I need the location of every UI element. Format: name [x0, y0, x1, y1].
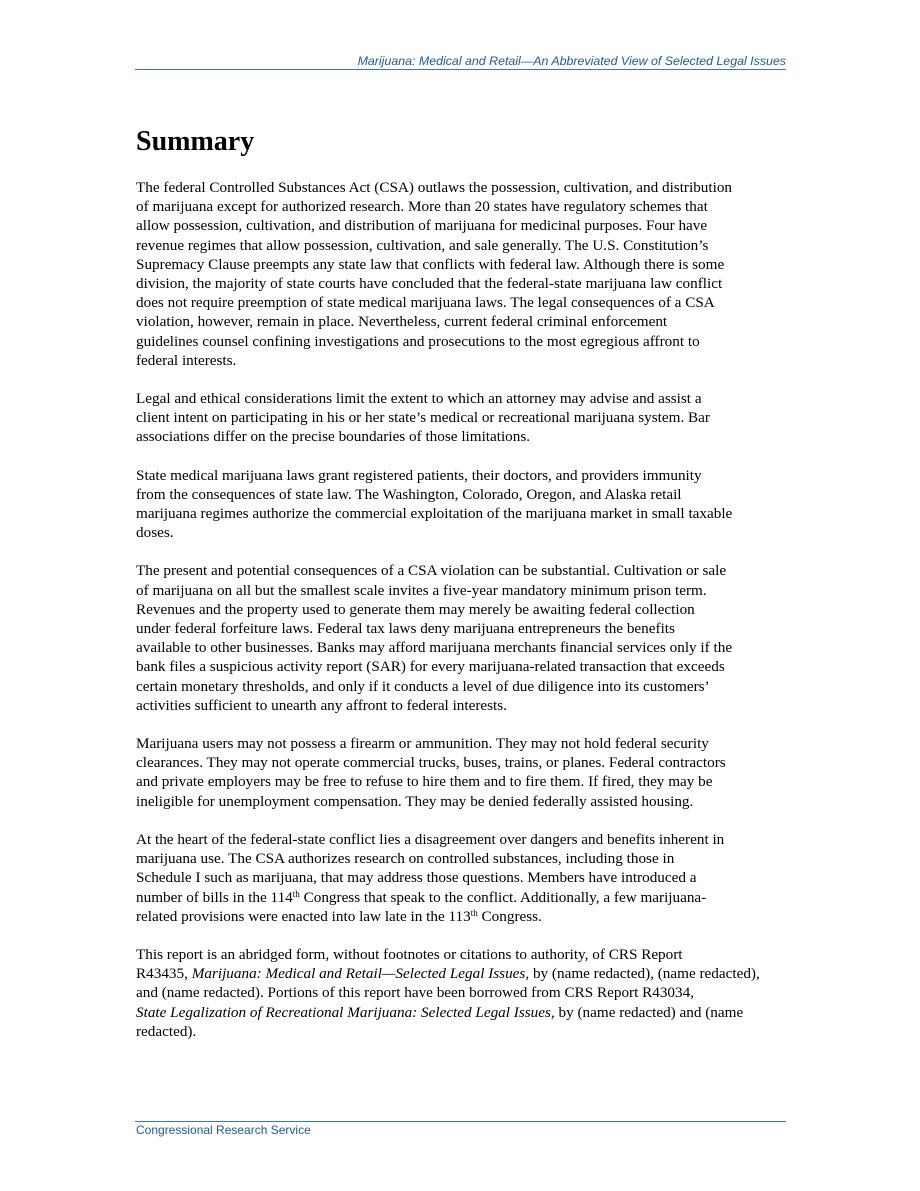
paragraph-line: marijuana regimes authorize the commercial exploitation of the marijuana market in small taxable	[136, 505, 733, 523]
paragraph-line: redacted).	[136, 1022, 197, 1040]
report-title: State Legalization of Recreational Marijuana: Selected Legal Issues	[136, 1003, 551, 1021]
paragraph-line: client intent on participating in his or her state’s medical or recreational marijuana system. Bar	[136, 409, 710, 427]
footer-rule	[135, 1121, 786, 1122]
paragraph-line: associations differ on the precise boundaries of those limitations.	[136, 428, 531, 446]
text-run: Congress.	[477, 907, 542, 925]
paragraph-line: division, the majority of state courts have concluded that the federal-state marijuana law conflict	[136, 275, 723, 293]
text-run: R43435,	[136, 965, 192, 983]
paragraph-line: under federal forfeiture laws. Federal tax laws deny marijuana entrepreneurs the benefits	[136, 620, 675, 638]
paragraph-line	[136, 964, 812, 983]
paragraph-line: Revenues and the property used to generate them may merely be awaiting federal collection	[136, 600, 695, 618]
paragraph-line	[136, 1003, 812, 1022]
text-run: related provisions were enacted into law late in the 113	[136, 907, 471, 925]
paragraph-line: marijuana use. The CSA authorizes research on controlled substances, including those in	[136, 850, 675, 868]
paragraph-line: At the heart of the federal-state conflict lies a disagreement over dangers and benefits inherent in	[136, 830, 725, 848]
paragraph-source-note	[136, 945, 812, 1041]
paragraph-line: Marijuana users may not possess a firearm or ammunition. They may not hold federal security	[136, 735, 709, 753]
ordinal-suffix: th	[292, 888, 300, 899]
footer-org: Congressional Research Service	[136, 1123, 311, 1137]
paragraph-research	[136, 830, 812, 926]
paragraph-line: does not require preemption of state medical marijuana laws. The legal consequences of a CSA	[136, 294, 715, 312]
paragraph-line: doses.	[136, 524, 174, 542]
paragraph-line: of marijuana on all but the smallest scale invites a five-year mandatory minimum prison term.	[136, 581, 707, 599]
text-run: , by (name redacted), (name redacted),	[525, 965, 760, 983]
paragraph-line: allow possession, cultivation, and distribution of marijuana for medicinal purposes. Four have	[136, 217, 708, 235]
paragraph-line: This report is an abridged form, without footnotes or citations to authority, of CRS Report	[136, 945, 683, 963]
paragraph	[136, 178, 812, 370]
paragraph-line: revenue regimes that allow possession, cultivation, and sale generally. The U.S. Constitution’s	[136, 236, 709, 254]
paragraph-line: and (name redacted). Portions of this report have been borrowed from CRS Report R43034,	[136, 984, 695, 1002]
paragraph-line: The present and potential consequences of a CSA violation can be substantial. Cultivation or sale	[136, 562, 727, 580]
summary-body	[136, 178, 812, 1060]
paragraph-line: Legal and ethical considerations limit the extent to which an attorney may advise and assist a	[136, 390, 702, 408]
paragraph	[136, 466, 812, 543]
text-run: number of bills in the 114	[136, 888, 293, 906]
paragraph-line: clearances. They may not operate commercial trucks, buses, trains, or planes. Federal contractors	[136, 754, 726, 772]
paragraph-line: available to other businesses. Banks may afford marijuana merchants financial services only if the	[136, 639, 733, 657]
report-title: Marijuana: Medical and Retail—Selected Legal Issues	[191, 965, 526, 983]
paragraph	[136, 561, 812, 715]
running-header: Marijuana: Medical and Retail—An Abbreviated View of Selected Legal Issues	[357, 54, 786, 68]
paragraph-line: and private employers may be free to refuse to hire them and to fire them. If fired, they may be	[136, 773, 713, 791]
paragraph-line: Supremacy Clause preempts any state law that conflicts with federal law. Although there is some	[136, 255, 725, 273]
paragraph-line: activities sufficient to unearth any affront to federal interests.	[136, 696, 507, 714]
paragraph-line: certain monetary thresholds, and only if it conducts a level of due diligence into its customers’	[136, 677, 710, 695]
paragraph-line: State medical marijuana laws grant registered patients, their doctors, and providers immunity	[136, 466, 702, 484]
text-run: Congress that speak to the conflict. Additionally, a few marijuana-	[299, 888, 707, 906]
paragraph-line: bank files a suspicious activity report (SAR) for every marijuana-related transaction that exceeds	[136, 658, 725, 676]
paragraph-line	[136, 907, 812, 926]
paragraph-line: violation, however, remain in place. Nevertheless, current federal criminal enforcement	[136, 313, 668, 331]
paragraph-line	[136, 888, 812, 907]
ordinal-suffix: th	[470, 907, 478, 918]
paragraph-line: federal interests.	[136, 351, 237, 369]
text-run: , by (name redacted) and (name	[550, 1003, 744, 1021]
paragraph	[136, 389, 812, 447]
paragraph-line: of marijuana except for authorized research. More than 20 states have regulatory schemes that	[136, 198, 708, 216]
paragraph-line: The federal Controlled Substances Act (CSA) outlaws the possession, cultivation, and distribution	[136, 179, 733, 196]
paragraph	[136, 734, 812, 811]
paragraph-line: guidelines counsel confining investigations and prosecutions to the most egregious affront to	[136, 332, 700, 350]
paragraph-group	[136, 178, 812, 811]
paragraph-line: ineligible for unemployment compensation. They may be denied federally assisted housing.	[136, 792, 694, 810]
header-rule	[135, 69, 786, 70]
paragraph-line: Schedule I such as marijuana, that may address those questions. Members have introduced a	[136, 869, 697, 887]
paragraph-line: from the consequences of state law. The Washington, Colorado, Oregon, and Alaska retail	[136, 485, 682, 503]
page-title: Summary	[136, 126, 255, 157]
